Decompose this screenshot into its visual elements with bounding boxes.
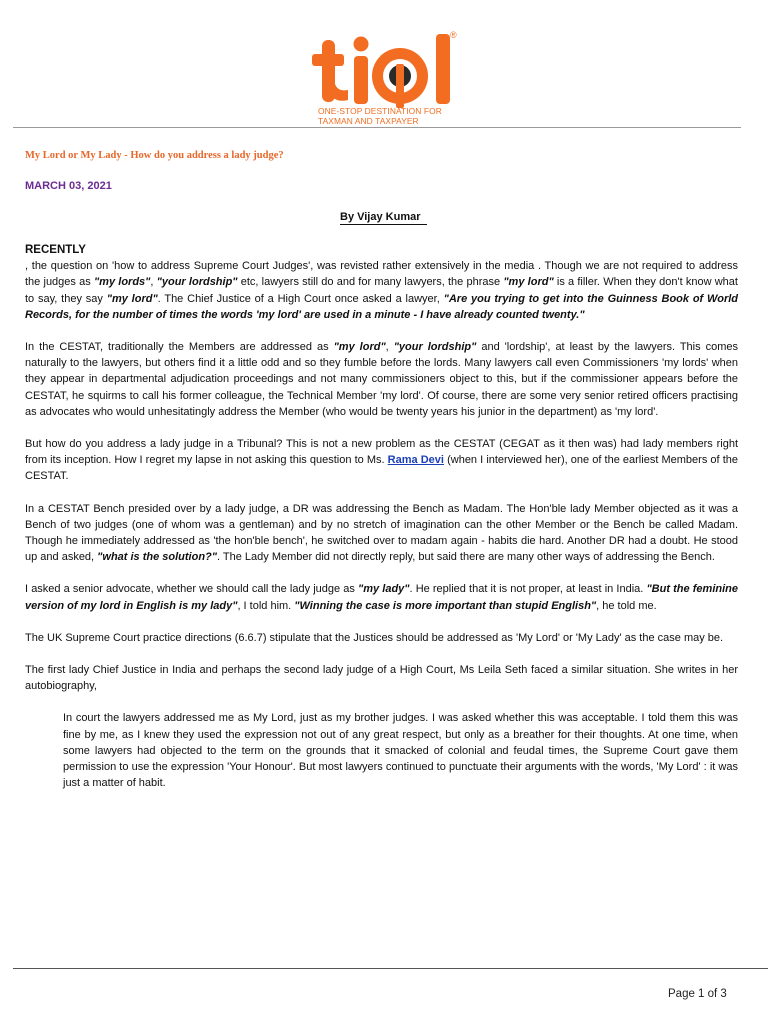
p1-quote-2: "your lordship"	[156, 276, 238, 289]
tiol-logo-graphic	[310, 28, 470, 108]
tagline-line-2: TAXMAN AND TAXPAYER	[318, 116, 419, 126]
p5-quote-3: "Winning the case is more important than stupid English"	[294, 599, 597, 612]
p1-text-c: etc, lawyers still do and for many lawyers, the phrase	[237, 276, 504, 289]
p1-text-a: , the question on 'how to address Supreme Court Judges', was revisted rather extensively in the media . Though we are not required to address the judges as	[25, 260, 738, 289]
p1-quote-3: "my lord"	[503, 276, 554, 289]
paragraph-5	[25, 581, 738, 613]
p4-text-b: . The Lady Member did not directly reply, but said there are many other ways of addressing the Bench.	[217, 551, 715, 564]
p5-quote-1: "my lady"	[358, 583, 410, 596]
paragraph-4	[25, 501, 738, 566]
header-divider	[13, 127, 741, 128]
page-number: Page 1 of 3	[668, 988, 727, 1000]
footer-divider	[13, 968, 768, 969]
article-date: MARCH 03, 2021	[25, 180, 112, 192]
p5-text-d: , he told me.	[596, 599, 657, 612]
p1-text-e: . The Chief Justice of a High Court once asked a lawyer,	[157, 292, 444, 305]
p1-quote-1: "my lords"	[93, 276, 151, 289]
paragraph-6: The UK Supreme Court practice directions (6.6.7) stipulate that the Justices should be addressed as 'My Lord' or 'My Lady' as the case may be.	[25, 631, 724, 644]
p1-quote-4: "my lord"	[106, 292, 158, 305]
article-title: My Lord or My Lady - How do you address a lady judge?	[25, 150, 284, 161]
article-body	[25, 242, 738, 807]
p3-text-b: (when I interviewed her), one of the earliest Members of the CESTAT.	[25, 454, 738, 483]
p5-text-a: I asked a senior advocate, whether we should call the lady judge as	[25, 583, 359, 596]
p4-quote-1: "what is the solution?"	[97, 551, 217, 564]
logo-tagline	[318, 106, 468, 126]
tagline-line-1: ONE-STOP DESTINATION FOR	[318, 106, 442, 116]
p2-quote-1: "my lord"	[333, 341, 386, 354]
paragraph-2	[25, 339, 738, 420]
p2-text-a: In the CESTAT, traditionally the Members are addressed as	[25, 341, 334, 354]
p4-text-a: In a CESTAT Bench presided over by a lady judge, a DR was addressing the Bench as Madam. The Hon'ble lady Member objected as it was a Bench of two judges (one of whom was a gentleman) and by no stretch of imagination can the other Member or the Bench be called Madam. Though he immediately addressed as 'the hon'ble bench', he switched over to madam again - habits die hard. Another DR had a doubt. He stood up and asked,	[25, 502, 738, 564]
paragraph-heading: RECENTLY	[25, 244, 86, 256]
p2-quote-2: "your lordship"	[393, 341, 477, 354]
paragraph-7: The first lady Chief Justice in India and perhaps the second lady judge of a High Court, Ms Leila Seth faced a similar situation. She writes in her autobiography,	[25, 664, 738, 693]
p5-text-b: . He replied that it is not proper, at least in India.	[409, 583, 647, 596]
p1-quote-5: "Are you trying to get into the Guinness Book of World Records, for the number of times the words 'my lord' are used in a minute - I have already counted twenty."	[25, 292, 738, 321]
p5-quote-2: "But the feminine version of my lord in English is my lady"	[25, 583, 738, 612]
registered-mark: ®	[450, 30, 457, 40]
article-byline: By Vijay Kumar	[340, 211, 427, 225]
block-quote: In court the lawyers addressed me as My Lord, just as my brother judges. I was asked whether this was acceptable. I told them this was fine by me, as I knew they used the expression not out of any great respect, but only as a breather for their thoughts. At one time, when some lawyers had objected to the term on the grounds that it smacked of colonial and feudal times, the Supreme Court gave them permission to use the expression 'Your Honour'. But most lawyers continued to punctuate their arguments with the words, 'My Lord' : it was just a matter of habit.	[63, 712, 738, 790]
p5-text-c: , I told him.	[237, 599, 295, 612]
p1-text-b: ,	[150, 276, 157, 289]
p1-text-d: is a filler. When they don't know what to say, they say	[25, 276, 738, 305]
p3-text-a: But how do you address a lady judge in a Tribunal? This is not a new problem as the CESTAT (CEGAT as it then was) had lady members right from its inception. How I regret my lapse in not asking this question to Ms.	[25, 438, 738, 467]
p2-text-b: ,	[385, 341, 394, 354]
rama-devi-link[interactable]: Rama Devi	[387, 454, 444, 467]
paragraph-3	[25, 436, 738, 485]
paragraph-1	[25, 258, 738, 323]
p2-text-c: and 'lordship', at least by the lawyers. This comes naturally to the lawyers, but others find it a little odd and so they fumble before the lords. Many lawyers call even Commissioners 'my lords' when they appear in departmental adjudication proceedings and not many commissioners object to this, but if the commissioner appears before the CESTAT, he squirms to call his former colleague, the Technical Member 'my lord'. Of course, there are some very senior retired officers practising as advocates who would unhesitatingly address the Member (who would be twenty years his junior in the department) as 'my lord'.	[25, 341, 738, 418]
